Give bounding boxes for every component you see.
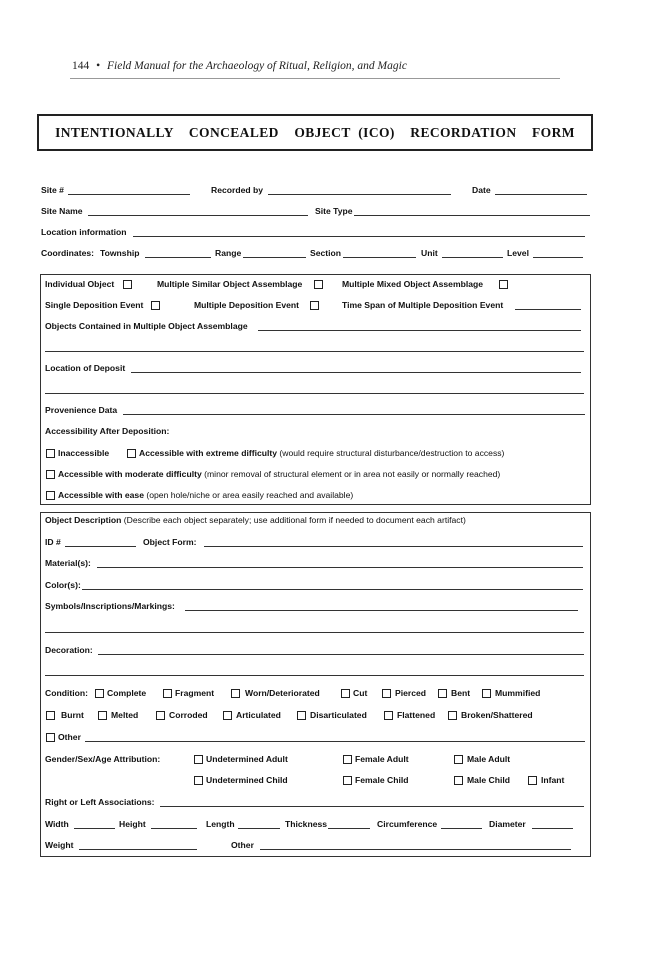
flattened-checkbox[interactable] xyxy=(384,711,393,720)
fragment-checkbox[interactable] xyxy=(163,689,172,698)
symbols-field-2[interactable] xyxy=(45,632,584,633)
provenience-field[interactable] xyxy=(123,414,585,415)
moderate-difficulty-bold: Accessible with moderate difficulty xyxy=(58,469,202,479)
male-child-checkbox[interactable] xyxy=(454,776,463,785)
complete-checkbox[interactable] xyxy=(95,689,104,698)
burnt-label: Burnt xyxy=(61,710,84,720)
recorded-by-field[interactable] xyxy=(268,194,451,195)
disarticulated-checkbox[interactable] xyxy=(297,711,306,720)
object-form-label: Object Form: xyxy=(143,537,197,547)
pierced-label: Pierced xyxy=(395,688,427,698)
inaccessible-label: Inaccessible xyxy=(58,448,110,458)
ease-note: (open hole/niche or area easily reached and available) xyxy=(146,490,354,500)
bent-label: Bent xyxy=(451,688,471,698)
flattened-label: Flattened xyxy=(397,710,436,720)
coordinates-label: Coordinates: xyxy=(41,248,94,258)
other-condition-checkbox[interactable] xyxy=(46,733,55,742)
material-label: Material(s): xyxy=(45,558,91,568)
objects-contained-field-2[interactable] xyxy=(45,351,584,352)
multiple-event-label: Multiple Deposition Event xyxy=(194,300,300,310)
other-label: Other xyxy=(231,840,254,850)
thickness-label: Thickness xyxy=(285,819,328,829)
female-child-label: Female Child xyxy=(355,775,409,785)
associations-label: Right or Left Associations: xyxy=(45,797,155,807)
range-field[interactable] xyxy=(243,257,306,258)
symbols-field[interactable] xyxy=(185,610,578,611)
melted-checkbox[interactable] xyxy=(98,711,107,720)
location-deposit-field-2[interactable] xyxy=(45,393,584,394)
single-event-label: Single Deposition Event xyxy=(45,300,144,310)
color-field[interactable] xyxy=(82,589,583,590)
width-field[interactable] xyxy=(74,828,115,829)
gender-label: Gender/Sex/Age Attribution: xyxy=(45,754,161,764)
articulated-label: Articulated xyxy=(236,710,281,720)
header-rule xyxy=(70,78,560,79)
site-name-label: Site Name xyxy=(41,206,83,216)
page-number: 144 xyxy=(72,60,90,72)
location-info-label: Location information xyxy=(41,227,127,237)
undetermined-child-label: Undetermined Child xyxy=(206,775,288,785)
section-label: Section xyxy=(310,248,342,258)
site-name-field[interactable] xyxy=(88,215,308,216)
disarticulated-label: Disarticulated xyxy=(310,710,367,720)
corroded-label: Corroded xyxy=(169,710,208,720)
female-child-checkbox[interactable] xyxy=(343,776,352,785)
infant-checkbox[interactable] xyxy=(528,776,537,785)
female-adult-label: Female Adult xyxy=(355,754,409,764)
object-description-label xyxy=(45,515,466,526)
site-number-field[interactable] xyxy=(68,194,190,195)
object-form-field[interactable] xyxy=(204,546,583,547)
recorded-by-label: Recorded by xyxy=(211,185,264,195)
height-label: Height xyxy=(119,819,146,829)
book-title: Field Manual for the Archaeology of Ritual, Religion, and Magic xyxy=(107,60,407,72)
site-type-label: Site Type xyxy=(315,206,353,216)
extreme-difficulty-note: (would require structural disturbance/destruction to access) xyxy=(279,448,505,458)
weight-label: Weight xyxy=(45,840,74,850)
moderate-difficulty-note: (minor removal of structural element or in area not easily or normally reached) xyxy=(204,469,501,479)
section-field[interactable] xyxy=(343,257,416,258)
worn-checkbox[interactable] xyxy=(231,689,240,698)
undetermined-adult-label: Undetermined Adult xyxy=(206,754,288,764)
other-condition-field[interactable] xyxy=(85,741,585,742)
object-description-bold: Object Description xyxy=(45,515,122,525)
ease-bold: Accessible with ease xyxy=(58,490,144,500)
site-number-label: Site # xyxy=(41,185,64,195)
undetermined-child-checkbox[interactable] xyxy=(194,776,203,785)
range-label: Range xyxy=(215,248,242,258)
site-type-field[interactable] xyxy=(354,215,590,216)
worn-label: Worn/Deteriorated xyxy=(245,688,320,698)
location-deposit-field[interactable] xyxy=(131,372,581,373)
diameter-label: Diameter xyxy=(489,819,526,829)
multiple-similar-checkbox[interactable] xyxy=(314,280,323,289)
other-condition-label: Other xyxy=(58,732,81,742)
extreme-difficulty-bold: Accessible with extreme difficulty xyxy=(139,448,278,458)
location-info-field[interactable] xyxy=(133,236,585,237)
pierced-checkbox[interactable] xyxy=(382,689,391,698)
circumference-label: Circumference xyxy=(377,819,438,829)
moderate-difficulty-label xyxy=(58,469,500,480)
ease-label xyxy=(58,490,353,501)
length-field[interactable] xyxy=(238,828,280,829)
id-field[interactable] xyxy=(65,546,136,547)
mummified-checkbox[interactable] xyxy=(482,689,491,698)
other-field[interactable] xyxy=(260,849,571,850)
cut-label: Cut xyxy=(353,688,368,698)
extreme-difficulty-checkbox[interactable] xyxy=(127,449,136,458)
mummified-label: Mummified xyxy=(495,688,541,698)
melted-label: Melted xyxy=(111,710,139,720)
cut-checkbox[interactable] xyxy=(341,689,350,698)
unit-field[interactable] xyxy=(442,257,503,258)
date-label: Date xyxy=(472,185,491,195)
header-bullet: • xyxy=(96,60,101,72)
township-field[interactable] xyxy=(145,257,211,258)
object-description-note: (Describe each object separately; use additional form if needed to document each artifact) xyxy=(123,515,466,525)
bent-checkbox[interactable] xyxy=(438,689,447,698)
inaccessible-checkbox[interactable] xyxy=(46,449,55,458)
undetermined-adult-checkbox[interactable] xyxy=(194,755,203,764)
date-field[interactable] xyxy=(495,194,587,195)
objects-contained-field[interactable] xyxy=(258,330,581,331)
symbols-label: Symbols/Inscriptions/Markings: xyxy=(45,601,175,611)
individual-object-label: Individual Object xyxy=(45,279,115,289)
decoration-field-2[interactable] xyxy=(45,675,584,676)
extreme-difficulty-label xyxy=(139,448,504,459)
broken-checkbox[interactable] xyxy=(448,711,457,720)
corroded-checkbox[interactable] xyxy=(156,711,165,720)
unit-label: Unit xyxy=(421,248,438,258)
thickness-field[interactable] xyxy=(328,828,370,829)
weight-field[interactable] xyxy=(79,849,197,850)
female-adult-checkbox[interactable] xyxy=(343,755,352,764)
time-span-label: Time Span of Multiple Deposition Event xyxy=(342,300,504,310)
height-field[interactable] xyxy=(151,828,197,829)
broken-label: Broken/Shattered xyxy=(461,710,533,720)
time-span-field[interactable] xyxy=(515,309,581,310)
burnt-checkbox[interactable] xyxy=(46,711,55,720)
level-label: Level xyxy=(507,248,529,258)
multiple-mixed-checkbox[interactable] xyxy=(499,280,508,289)
circumference-field[interactable] xyxy=(441,828,482,829)
diameter-field[interactable] xyxy=(532,828,573,829)
color-label: Color(s): xyxy=(45,580,81,590)
moderate-difficulty-checkbox[interactable] xyxy=(46,470,55,479)
material-field[interactable] xyxy=(97,567,583,568)
male-adult-checkbox[interactable] xyxy=(454,755,463,764)
infant-label: Infant xyxy=(541,775,565,785)
accessibility-label: Accessibility After Deposition: xyxy=(45,426,170,436)
multiple-event-checkbox[interactable] xyxy=(310,301,319,310)
form-title-box xyxy=(37,114,593,151)
condition-label: Condition: xyxy=(45,688,88,698)
township-label: Township xyxy=(100,248,140,258)
running-header xyxy=(72,60,407,72)
articulated-checkbox[interactable] xyxy=(223,711,232,720)
male-adult-label: Male Adult xyxy=(467,754,511,764)
provenience-label: Provenience Data xyxy=(45,405,118,415)
multiple-mixed-label: Multiple Mixed Object Assemblage xyxy=(342,279,484,289)
width-label: Width xyxy=(45,819,69,829)
complete-label: Complete xyxy=(107,688,147,698)
location-deposit-label: Location of Deposit xyxy=(45,363,126,373)
length-label: Length xyxy=(206,819,235,829)
individual-object-checkbox[interactable] xyxy=(123,280,132,289)
objects-contained-label: Objects Contained in Multiple Object Assemblage xyxy=(45,321,248,331)
decoration-label: Decoration: xyxy=(45,645,93,655)
decoration-field[interactable] xyxy=(98,654,584,655)
single-event-checkbox[interactable] xyxy=(151,301,160,310)
level-field[interactable] xyxy=(533,257,583,258)
fragment-label: Fragment xyxy=(175,688,215,698)
multiple-similar-label: Multiple Similar Object Assemblage xyxy=(157,279,303,289)
ease-checkbox[interactable] xyxy=(46,491,55,500)
associations-field[interactable] xyxy=(160,806,584,807)
id-label: ID # xyxy=(45,537,61,547)
form-title: INTENTIONALLY CONCEALED OBJECT (ICO) RECORDATION FORM xyxy=(55,124,575,140)
male-child-label: Male Child xyxy=(467,775,510,785)
